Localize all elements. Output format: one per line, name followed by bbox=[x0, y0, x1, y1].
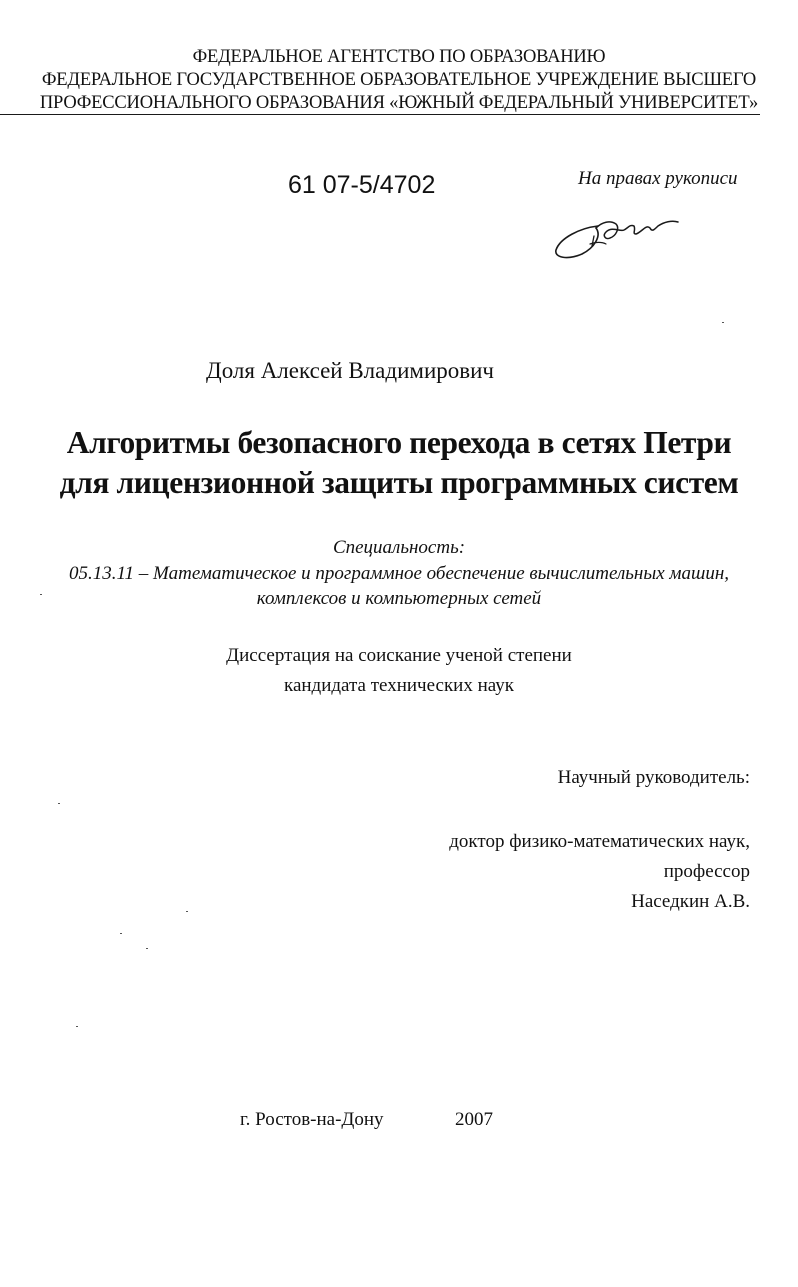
scan-speck bbox=[58, 803, 60, 804]
scan-speck bbox=[722, 322, 724, 323]
year: 2007 bbox=[455, 1109, 493, 1130]
header-divider bbox=[0, 114, 760, 115]
institution-line-2: ПРОФЕССИОНАЛЬНОГО ОБРАЗОВАНИЯ «ЮЖНЫЙ ФЕДЕРАЛЬНЫЙ УНИВЕРСИТЕТ» bbox=[39, 93, 759, 113]
document-number: 61 07-5/4702 bbox=[288, 171, 436, 199]
specialty-line-1: 05.13.11 – Математическое и программное обеспечение вычислительных машин, bbox=[68, 563, 730, 584]
supervisor-name: Наседкин А.В. bbox=[631, 891, 750, 912]
title-line-1: Алгоритмы безопасного перехода в сетях Петри bbox=[66, 425, 732, 460]
scan-speck bbox=[40, 594, 42, 595]
scan-speck bbox=[146, 948, 148, 949]
supervisor-label: Научный руководитель: bbox=[557, 767, 750, 788]
specialty-label: Специальность: bbox=[332, 537, 466, 558]
scan-speck bbox=[76, 1026, 78, 1027]
scan-speck bbox=[120, 933, 122, 934]
rights-note: На правах рукописи bbox=[578, 168, 738, 189]
supervisor-degree: доктор физико-математических наук, bbox=[449, 831, 750, 852]
author-name: Доля Алексей Владимирович bbox=[206, 358, 494, 383]
scan-speck bbox=[186, 911, 188, 912]
author-signature bbox=[550, 206, 690, 266]
agency-heading: ФЕДЕРАЛЬНОЕ АГЕНТСТВО ПО ОБРАЗОВАНИЮ bbox=[192, 47, 606, 67]
degree-line-2: кандидата технических наук bbox=[284, 675, 514, 696]
degree-line-1: Диссертация на соискание ученой степени bbox=[226, 645, 572, 666]
supervisor-rank: профессор bbox=[663, 861, 750, 882]
title-line-2: для лицензионной защиты программных систем bbox=[59, 465, 739, 500]
specialty-line-2: комплексов и компьютерных сетей bbox=[256, 588, 542, 609]
institution-line-1: ФЕДЕРАЛЬНОЕ ГОСУДАРСТВЕННОЕ ОБРАЗОВАТЕЛЬНОЕ УЧРЕЖДЕНИЕ ВЫСШЕГО bbox=[41, 70, 757, 90]
city: г. Ростов-на-Дону bbox=[240, 1109, 384, 1130]
